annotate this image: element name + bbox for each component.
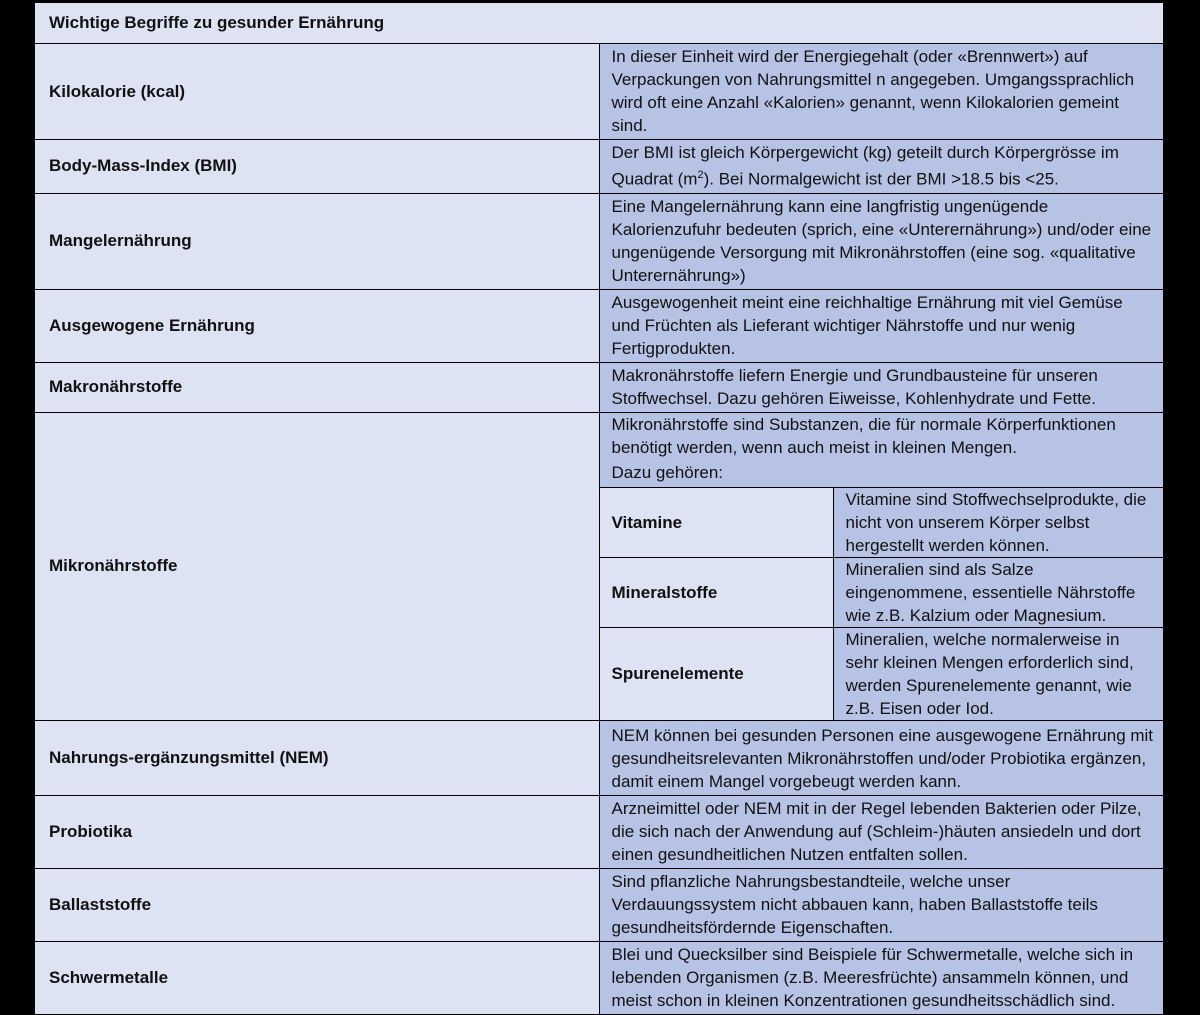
sub-term-cell: Mineralstoffe [600, 557, 834, 627]
definition-cell: Blei und Quecksilber sind Beispiele für Schwermetalle, welche sich in lebenden Organismen (z.B. Meeresfrüchte) ansammeln können, und meist schon in kleinen Konzentrationen gesundheitsschädlich sind. [599, 941, 1164, 1014]
sub-row [600, 487, 1164, 557]
table-row-makronaehrstoffe [35, 362, 1164, 412]
term-cell: Nahrungs-ergänzungsmittel (NEM) [35, 720, 600, 795]
title-row [35, 3, 1164, 44]
table-title: Wichtige Begriffe zu gesunder Ernährung [35, 3, 1164, 44]
definition-cell [599, 140, 1164, 194]
term-cell: Ausgewogene Ernährung [35, 289, 600, 362]
definition-cell [599, 412, 1164, 720]
sub-term-cell: Spurenelemente [600, 627, 834, 720]
definition-cell: Makronährstoffe liefern Energie und Grundbausteine für unseren Stoffwechsel. Dazu gehören Eiweisse, Kohlenhydrate und Fette. [599, 362, 1164, 412]
definition-text: ). Bei Normalgewicht ist der BMI >18.5 bis <25. [703, 169, 1059, 189]
table-row-nem [35, 720, 1164, 795]
intro-text-2: Dazu gehören: [611, 462, 724, 482]
term-cell: Kilokalorie (kcal) [35, 44, 600, 140]
table-row-mangelernaehrung [35, 193, 1164, 289]
term-cell: Probiotika [35, 795, 600, 868]
definition-cell: Arzneimittel oder NEM mit in der Regel lebenden Bakterien oder Pilze, die sich nach der Anwendung auf (Schleim-)häuten ansiedeln und dort einen gesundheitlichen Nutzen entfalten sollen. [599, 795, 1164, 868]
definition-cell: Sind pflanzliche Nahrungsbestandteile, welche unser Verdauungssystem nicht abbauen kann, haben Ballaststoffe teils gesundheitsfördernde Eigenschaften. [599, 868, 1164, 941]
term-cell: Schwermetalle [35, 941, 600, 1014]
superscript: 2 [697, 169, 704, 181]
table-row-mikronaehrstoffe [35, 412, 1164, 720]
term-cell: Mikronährstoffe [35, 412, 600, 720]
table-row-bmi [35, 140, 1164, 194]
definition-cell: NEM können bei gesunden Personen eine ausgewogene Ernährung mit gesundheitsrelevanten Mikronährstoffen und/oder Probiotika ergänzen, damit einem Mangel vorgebeugt werden kann. [599, 720, 1164, 795]
term-cell: Mangelernährung [35, 193, 600, 289]
sub-definition-cell: Vitamine sind Stoffwechselprodukte, die nicht von unserem Körper selbst hergestellt werden können. [833, 487, 1163, 557]
term-cell: Body-Mass-Index (BMI) [35, 140, 600, 194]
glossary-table [34, 2, 1164, 1015]
definition-cell: In dieser Einheit wird der Energiegehalt (oder «Brennwert») auf Verpackungen von Nahrungsmittel n angegeben. Umgangssprachlich wird oft eine Anzahl «Kalorien» genannt, wenn Kilokalorien gemeint sind. [599, 44, 1164, 140]
table-row-probiotika [35, 795, 1164, 868]
sub-term-cell: Vitamine [600, 487, 834, 557]
table-row-kilokalorie [35, 44, 1164, 140]
sub-definition-cell: Mineralien sind als Salze eingenommene, essentielle Nährstoffe wie z.B. Kalzium oder Magnesium. [833, 557, 1163, 627]
table-row-ausgewogene-ernaehrung [35, 289, 1164, 362]
definition-cell: Ausgewogenheit meint eine reichhaltige Ernährung mit viel Gemüse und Früchten als Lieferant wichtiger Nährstoffe und nur wenig Fertigprodukten. [599, 289, 1164, 362]
definition-cell: Eine Mangelernährung kann eine langfristig ungenügende Kalorienzufuhr bedeuten (sprich, eine «Unterernährung») und/oder eine ungenügende Versorgung mit Mikronährstoffen (eine sog. «qualitative Unterernährung») [599, 193, 1164, 289]
sub-row [600, 627, 1164, 720]
sub-definition-cell: Mineralien, welche normalerweise in sehr kleinen Mengen erforderlich sind, werden Spurenelemente genannt, wie z.B. Eisen oder Iod. [833, 627, 1163, 720]
sub-row [600, 557, 1164, 627]
intro-text: Mikronährstoffe sind Substanzen, die für normale Körperfunktionen benötigt werden, wenn auch meist in kleinen Mengen. [611, 414, 1116, 457]
term-cell: Makronährstoffe [35, 362, 600, 412]
micronutrient-subtable [600, 487, 1164, 720]
term-cell: Ballaststoffe [35, 868, 600, 941]
table-row-ballaststoffe [35, 868, 1164, 941]
table-row-schwermetalle [35, 941, 1164, 1014]
definition-text: Der BMI ist gleich Körpergewicht (kg) geteilt durch Körpergrösse im Quadrat (m [611, 143, 1119, 189]
